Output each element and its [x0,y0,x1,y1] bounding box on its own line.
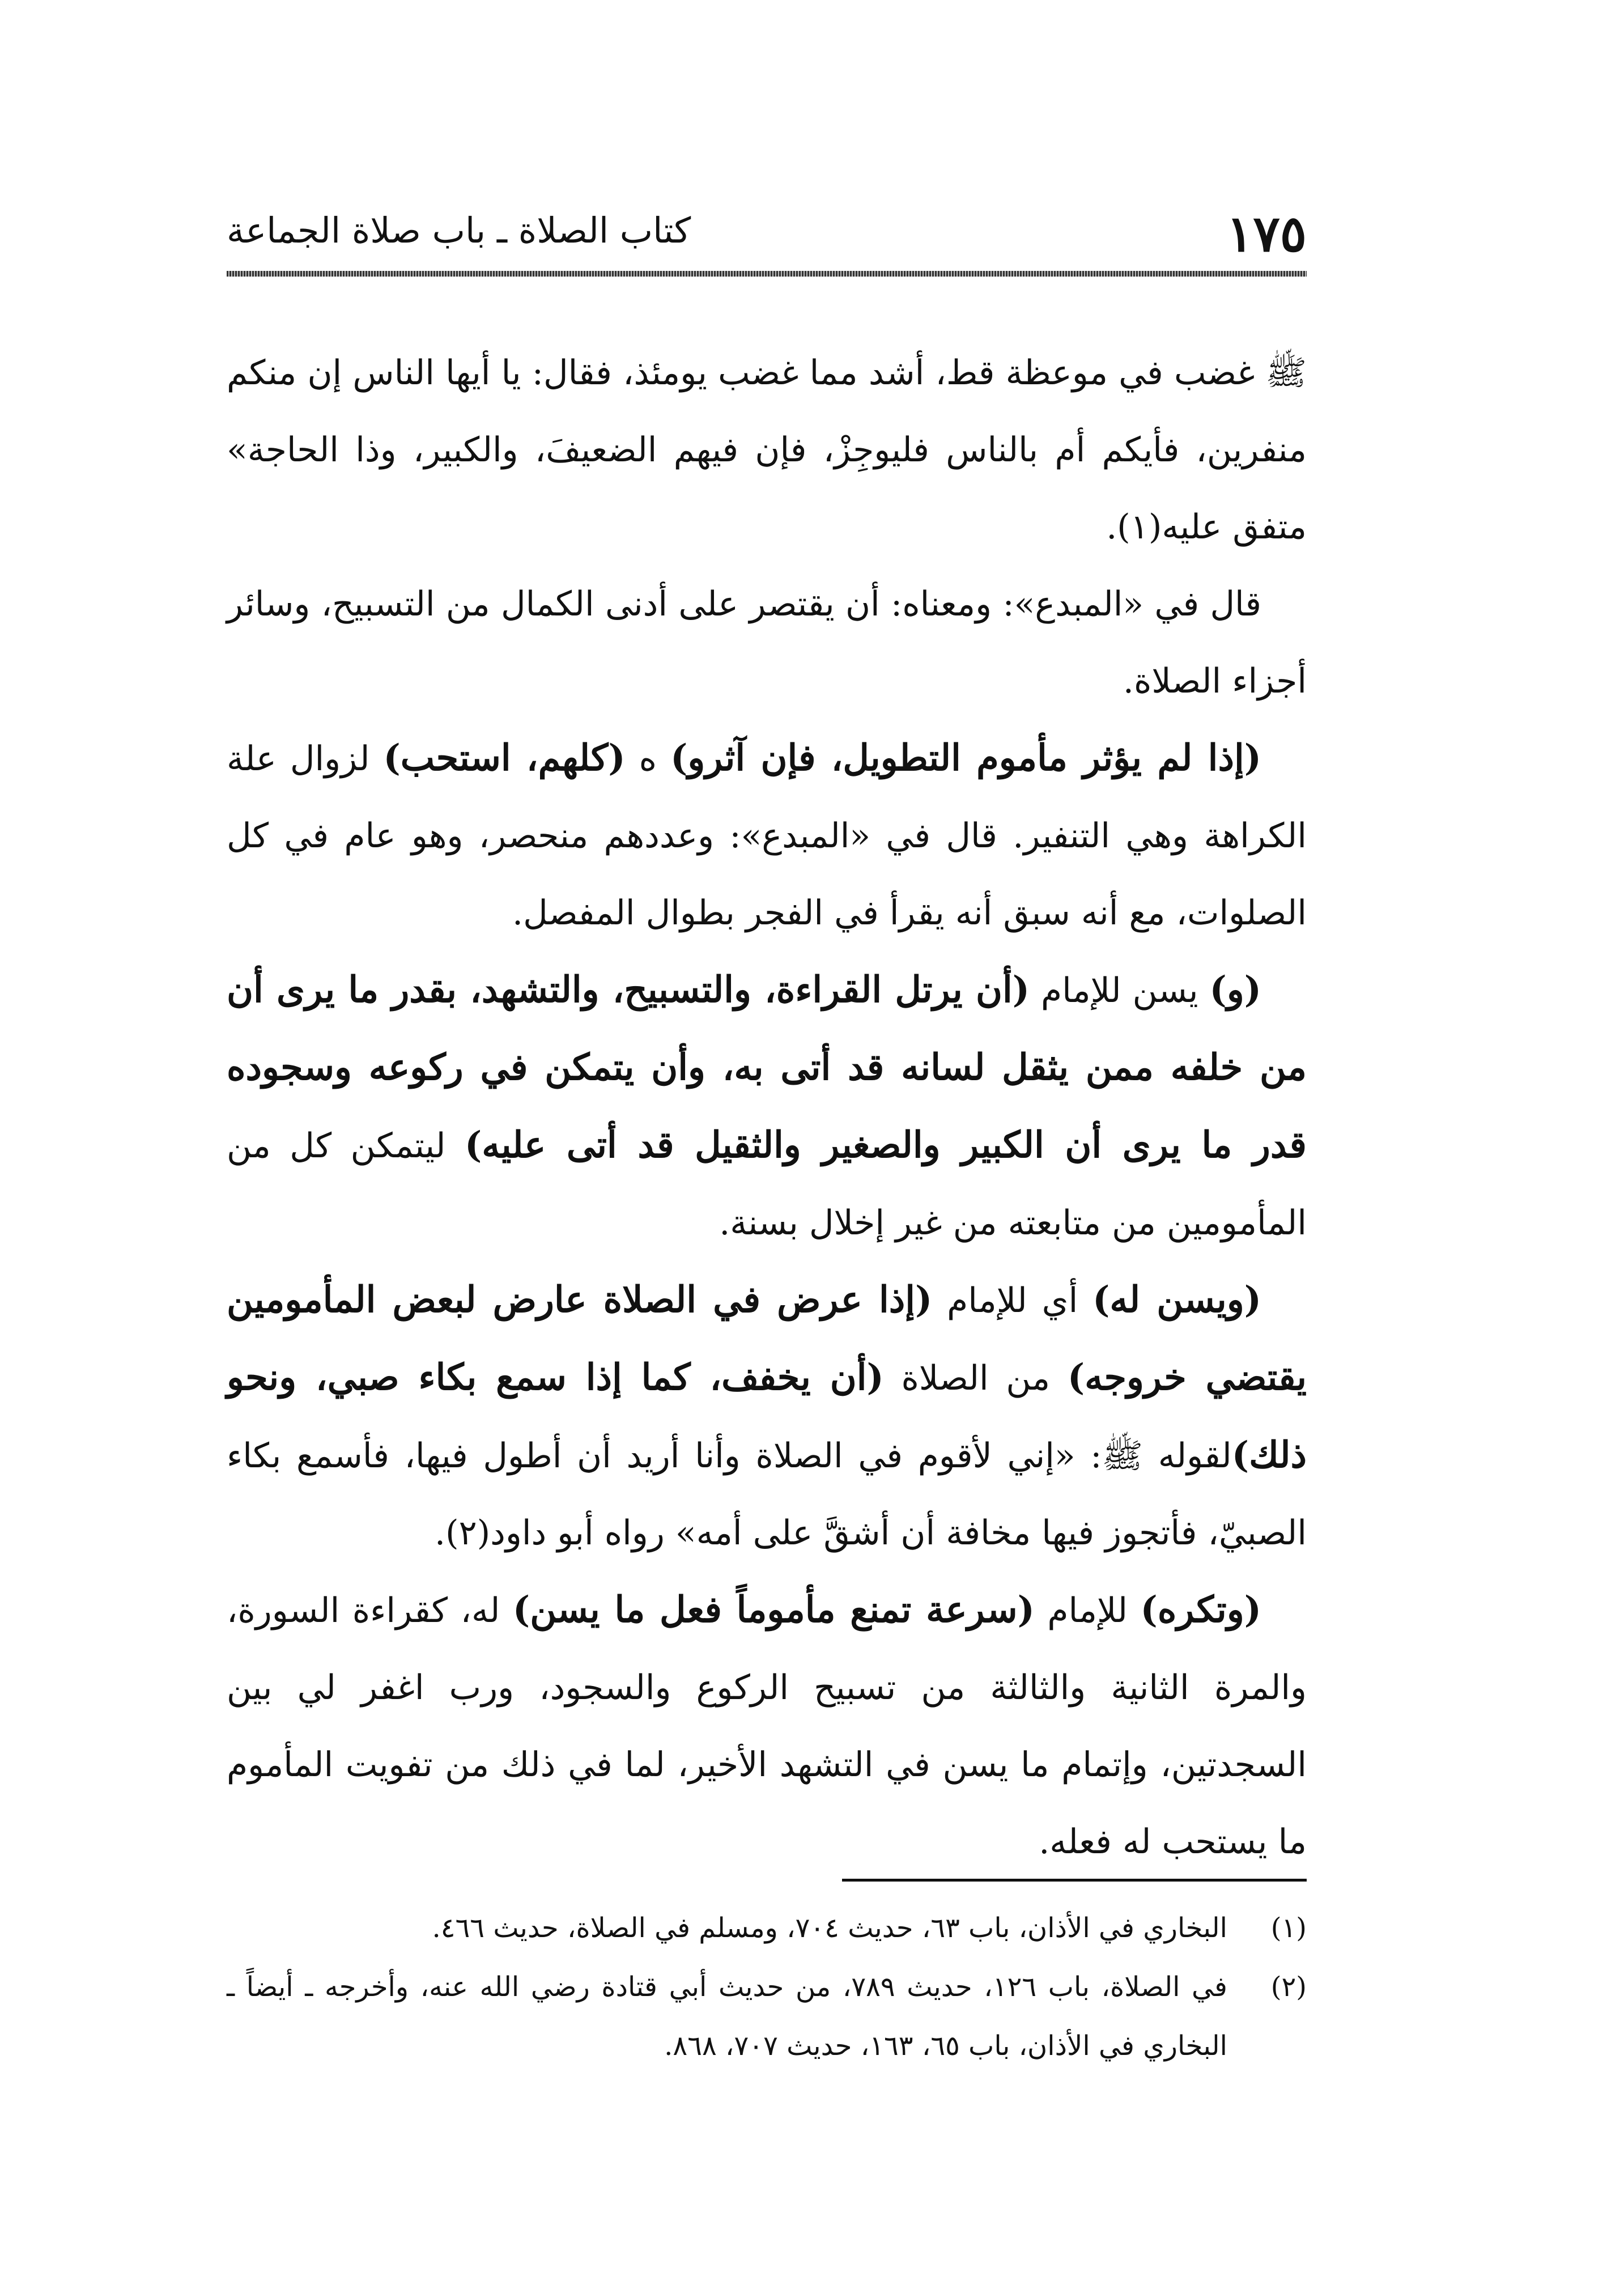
header-divider [227,271,1307,277]
paragraph-6 [227,1572,1307,1880]
sharh-text: ه [625,739,671,779]
matn-text: (إذا عرض في الصلاة عارض لبعض المأمومين يقتضي خروجه) [227,1279,1307,1399]
running-title: كتاب الصلاة ـ باب صلاة الجماعة [227,210,691,251]
footnote-number: (٢) [1270,1971,1307,2003]
paragraph-1 [227,334,1307,566]
matn-text: (وتكره) [1140,1589,1262,1631]
sharh-text: للإمام [1034,1591,1141,1630]
sharh-text: ليتمكن كل من المأمومين من متابعته من غير إخلال بسنة. [227,1126,1307,1243]
matn-text: (إذا لم يؤثر مأموم التطويل، فإن آثرو) [670,737,1262,779]
footnote-text: في الصلاة، باب ١٢٦، حديث ٧٨٩، من حديث أبي قتادة رضي الله عنه، وأخرجه ـ أيضاً ـ البخاري في الأذان، باب ٦٥، ١٦٣، حديث ٧٠٧، ٨٦٨. [227,1971,1228,2062]
paragraph-2-text: قال في «المبدع»: ومعناه: أن يقتصر على أدنى الكمال من التسبيح، وسائر أجزاء الصلاة. [227,584,1307,701]
footnote-1 [227,1899,1307,1957]
page-number: ١٧٥ [1226,204,1307,263]
matn-text: (أن يرتل القراءة، والتسبيح، والتشهد، بقدر ما يرى أن من خلفه ممن يثقل لسانه قد أتى به، وأن يتمكن في ركوعه وسجوده قدر ما يرى أن الكبير والصغير والثقيل قد أتى عليه) [227,969,1307,1166]
matn-text: (سرعة تمنع مأموماً فعل ما يسن) [512,1589,1035,1631]
paragraph-3 [227,720,1307,952]
sharh-text: له، كقراءة السورة، والمرة الثانية والثالثة من تسبيح الركوع والسجود، ورب اغفر لي بين السجدتين، وإتمام ما يسن في التشهد الأخير، لما في ذلك من تفويت المأموم ما يستحب له فعله. [227,1591,1307,1862]
paragraph-2 [227,566,1307,720]
footnotes [227,1899,1307,2075]
footnote-divider [842,1879,1307,1882]
matn-text: (ويسن له) [1092,1279,1262,1321]
matn-text: (كلهم، استحب) [383,737,626,779]
matn-text: (و) [1209,969,1262,1011]
paragraph-5 [227,1262,1307,1572]
footnote-2 [227,1957,1307,2075]
sharh-text: أي للإمام [932,1281,1093,1320]
paragraph-1-text: ﷺ غضب في موعظة قط، أشد مما غضب يومئذ، فقال: يا أيها الناس إن منكم منفرين، فأيكم أم بالناس فليوجِزْ، فإن فيهم الضعيفَ، والكبير، وذا الحاجة» متفق عليه(١). [227,353,1307,547]
footnote-text: البخاري في الأذان، باب ٦٣، حديث ٧٠٤، ومسلم في الصلاة، حديث ٤٦٦. [432,1912,1227,1944]
footnote-number: (١) [1270,1912,1307,1944]
sharh-text: لزوال علة الكراهة وهي التنفير. قال في «المبدع»: وعددهم منحصر، وهو عام في كل الصلوات، مع أنه سبق أنه يقرأ في الفجر بطوال المفصل. [227,739,1307,933]
paragraph-4 [227,952,1307,1262]
matn-text: (أن يخفف، كما إذا سمع بكاء صبي، ونحو ذلك) [227,1356,1307,1476]
sharh-text: يسن للإمام [1030,971,1210,1010]
sharh-text: لقوله ﷺ: «إني لأقوم في الصلاة وأنا أريد أن أطول فيها، فأسمع بكاء الصبيّ، فأتجوز فيها مخافة أن أشقَّ على أمه» رواه أبو داود(٢). [227,1436,1307,1553]
page-header [227,193,1307,261]
sharh-text: من الصلاة [883,1358,1068,1398]
main-text [227,334,1307,1880]
